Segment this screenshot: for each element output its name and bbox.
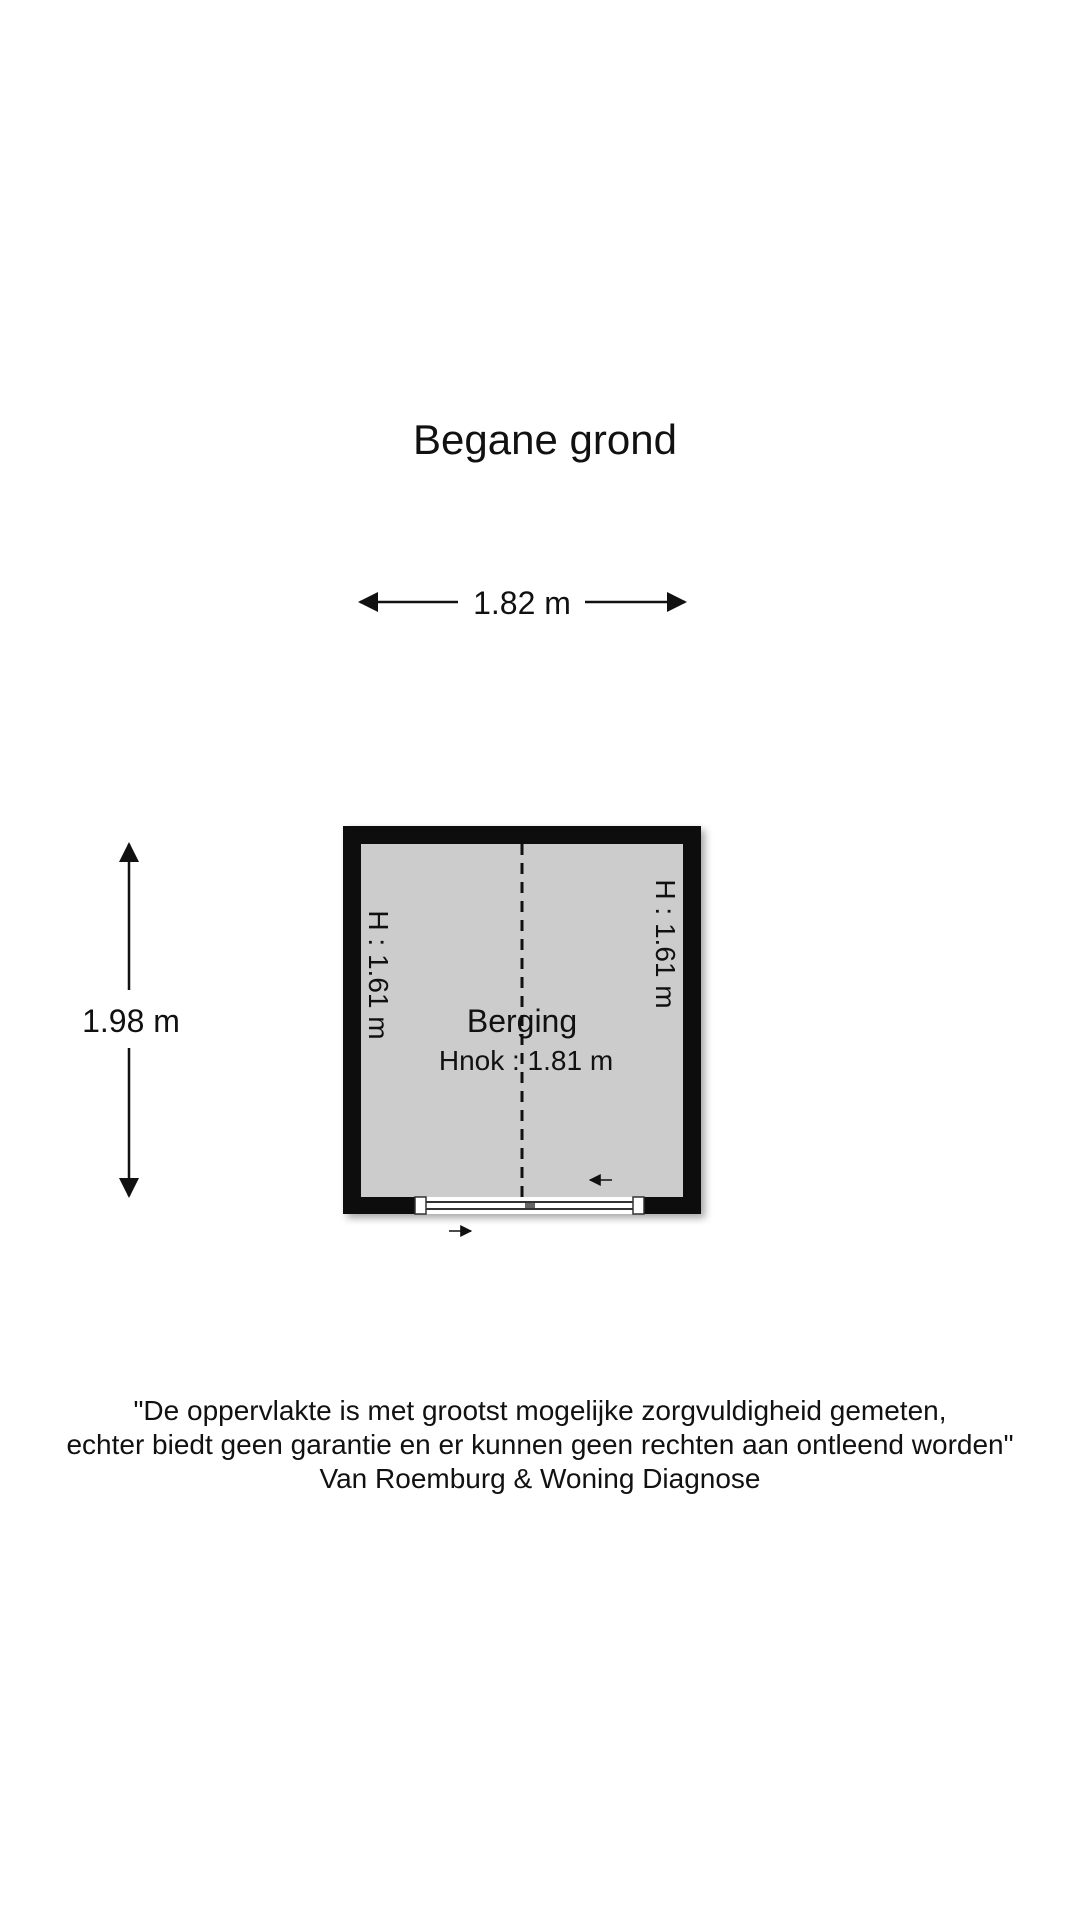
- room-name: Berging: [466, 1003, 578, 1039]
- disclaimer-line-2: echter biedt geen garantie en er kunnen geen rechten aan ontleend worden": [66, 1429, 1014, 1460]
- width-dimension-label: 1.82 m: [473, 585, 571, 621]
- right-wall-height-label: H : 1.61 m: [650, 879, 681, 1009]
- depth-dimension-label: 1.98 m: [82, 1003, 180, 1039]
- ridge-height-label: Hnok : 1.81 m: [438, 1045, 614, 1076]
- disclaimer-line-1: "De oppervlakte is met grootst mogelijke zorgvuldigheid gemeten,: [133, 1395, 947, 1426]
- left-wall-height-label: H : 1.61 m: [363, 910, 394, 1040]
- width-dimension: [360, 585, 685, 621]
- disclaimer: [0, 1394, 1080, 1496]
- door-handle: [525, 1203, 535, 1208]
- door-frame-right: [633, 1197, 644, 1214]
- floor-title: Begane grond: [413, 416, 677, 463]
- depth-dimension: [82, 844, 180, 1196]
- room-berging: [343, 826, 701, 1231]
- disclaimer-line-3: Van Roemburg & Woning Diagnose: [319, 1463, 761, 1494]
- door-frame-left: [415, 1197, 426, 1214]
